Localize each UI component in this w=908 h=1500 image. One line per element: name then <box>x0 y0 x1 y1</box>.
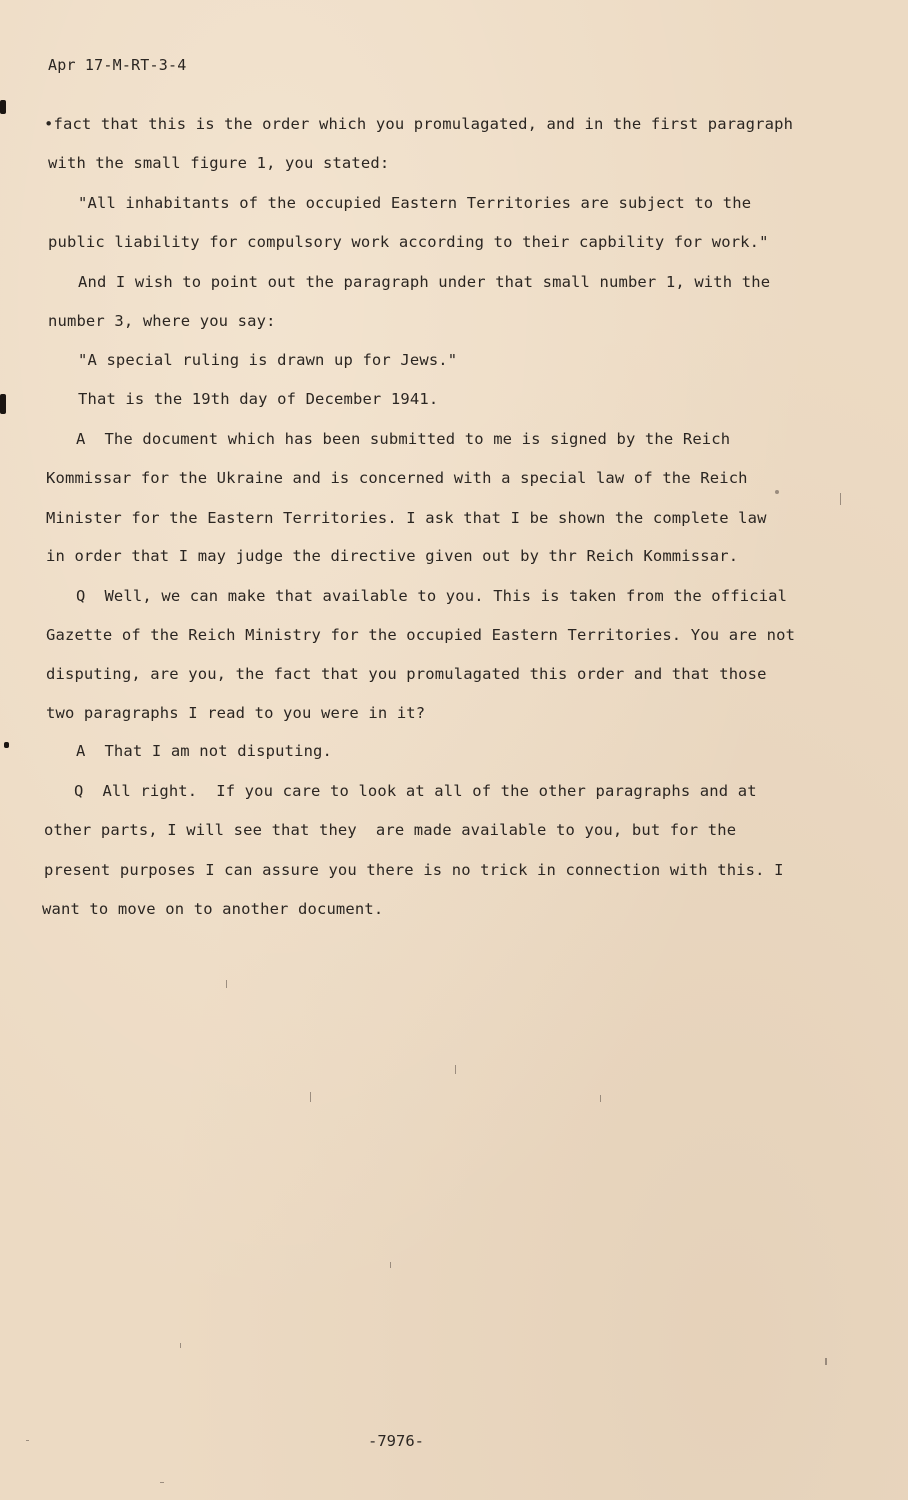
paper-fleck <box>840 493 841 505</box>
transcript-line: That is the 19th day of December 1941. <box>78 390 439 408</box>
transcript-line: in order that I may judge the directive given out by thr Reich Kommissar. <box>46 547 739 565</box>
transcript-line: Gazette of the Reich Ministry for the occupied Eastern Territories. You are not <box>46 626 796 644</box>
transcript-line: "A special ruling is drawn up for Jews." <box>78 351 458 369</box>
paper-fleck <box>775 490 779 494</box>
transcript-line: disputing, are you, the fact that you promulagated this order and that those <box>46 665 767 683</box>
transcript-line: •fact that this is the order which you promulagated, and in the first paragraph <box>44 115 794 133</box>
transcript-line: public liability for compulsory work according to their capbility for work." <box>48 233 769 251</box>
paper-fleck <box>160 1482 164 1483</box>
transcript-line: want to move on to another document. <box>42 900 384 918</box>
transcript-line: A The document which has been submitted to me is signed by the Reich <box>76 430 731 448</box>
binding-mark-lower <box>4 742 9 748</box>
transcript-line: with the small figure 1, you stated: <box>48 154 390 172</box>
paper-fleck <box>455 1065 456 1074</box>
transcript-line: Minister for the Eastern Territories. I ask that I be shown the complete law <box>46 509 767 527</box>
transcript-line: A That I am not disputing. <box>76 742 333 760</box>
transcript-line: Q All right. If you care to look at all of the other paragraphs and at <box>74 782 757 800</box>
transcript-line: present purposes I can assure you there is no trick in connection with this. I <box>44 861 784 879</box>
transcript-line: "All inhabitants of the occupied Eastern Territories are subject to the <box>78 194 752 212</box>
transcript-line: Kommissar for the Ukraine and is concerned with a special law of the Reich <box>46 469 748 487</box>
paper-fleck <box>825 1358 827 1365</box>
paper-fleck <box>390 1262 391 1268</box>
page-number: -7976- <box>368 1432 424 1450</box>
paper-fleck <box>26 1440 29 1441</box>
transcript-line: Q Well, we can make that available to you. This is taken from the official <box>76 587 788 605</box>
paper-fleck <box>600 1095 601 1102</box>
paper-fleck <box>180 1343 181 1348</box>
transcript-line: And I wish to point out the paragraph under that small number 1, with the <box>78 273 771 291</box>
transcript-line: number 3, where you say: <box>48 312 276 330</box>
binding-mark-top <box>0 100 6 114</box>
transcript-line: other parts, I will see that they are made available to you, but for the <box>44 821 737 839</box>
document-reference-header: Apr 17-M-RT-3-4 <box>48 56 187 74</box>
transcript-line: two paragraphs I read to you were in it? <box>46 704 426 722</box>
paper-fleck <box>310 1092 311 1102</box>
binding-mark-middle <box>0 394 6 414</box>
paper-fleck <box>226 980 227 988</box>
